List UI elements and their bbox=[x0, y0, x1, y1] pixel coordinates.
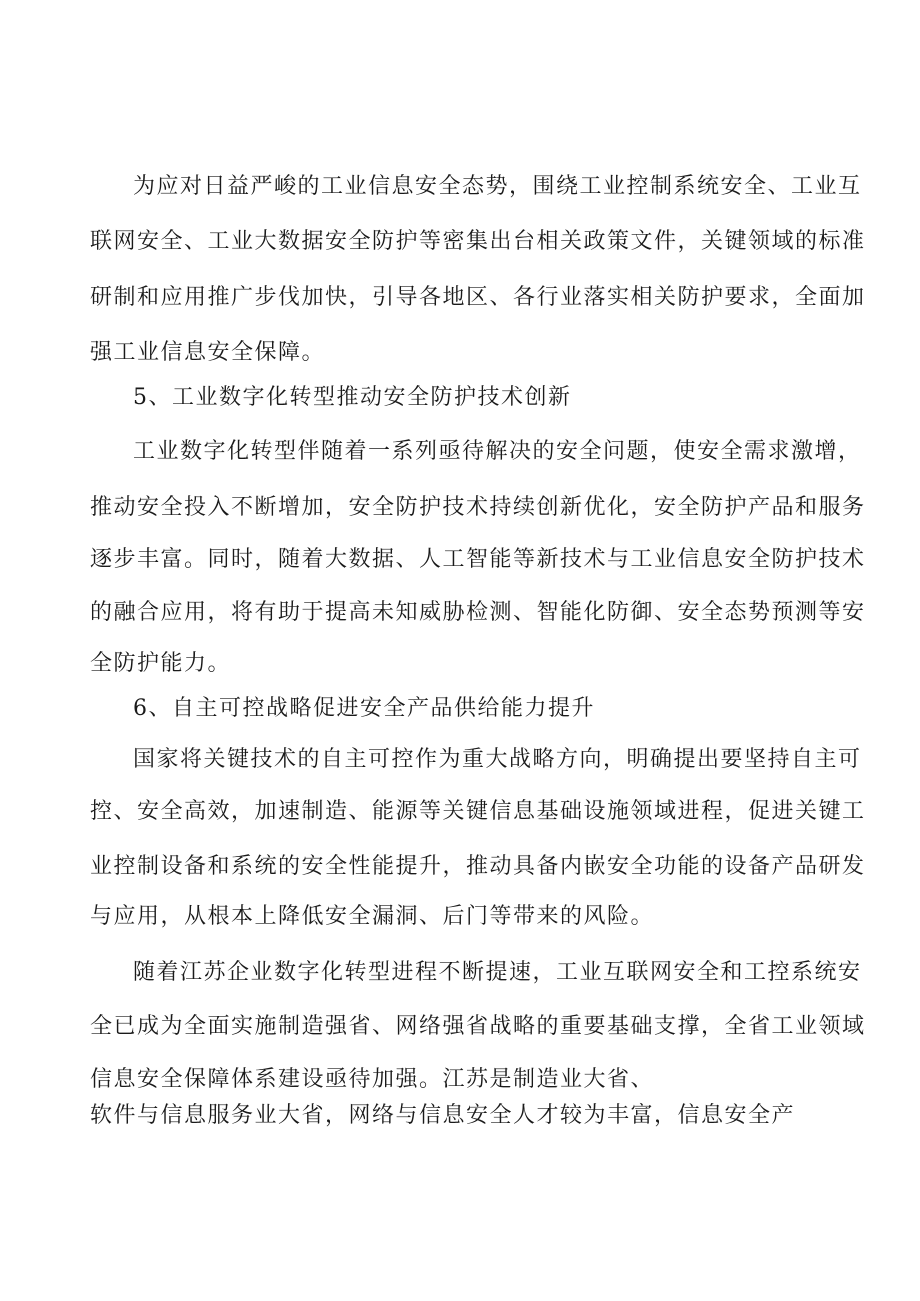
text-line: 研制和应用推广步伐加快，引导各地区、各行业落实相关防护要求，全面加 bbox=[90, 285, 866, 310]
text-line: 强工业信息安全保障。 bbox=[90, 340, 326, 365]
text-line: 全防护能力。 bbox=[90, 651, 232, 676]
text-line: 联网安全、工业大数据安全防护等密集出台相关政策文件，关键领域的标准 bbox=[90, 229, 866, 254]
text-line: 全已成为全面实施制造强省、网络强省战略的重要基础支撑，全省工业领域 bbox=[90, 1014, 866, 1039]
text-line: 与应用，从根本上降低安全漏洞、后门等带来的风险。 bbox=[90, 904, 655, 929]
text-line: 信息安全保障体系建设亟待加强。江苏是制造业大省、 bbox=[90, 1067, 655, 1092]
text-line: 推动安全投入不断增加，安全防护技术持续创新优化，安全防护产品和服务 bbox=[90, 495, 866, 520]
text-line: 随着江苏企业数字化转型进程不断提速，工业互联网安全和工控系统安 bbox=[133, 960, 862, 985]
text-line: 业控制设备和系统的安全性能提升，推动具备内嵌安全功能的设备产品研发 bbox=[90, 854, 866, 879]
section-heading: 5、工业数字化转型推动安全防护技术创新 bbox=[133, 385, 572, 410]
text-line: 控、安全高效，加速制造、能源等关键信息基础设施领域进程，促进关键工 bbox=[90, 799, 866, 824]
section-heading: 6、自主可控战略促进安全产品供给能力提升 bbox=[133, 696, 595, 721]
text-line: 软件与信息服务业大省，网络与信息安全人才较为丰富，信息安全产 bbox=[90, 1103, 796, 1128]
text-line: 国家将关键技术的自主可控作为重大战略方向，明确提出要坚持自主可 bbox=[133, 747, 862, 772]
text-line: 的融合应用，将有助于提高未知威胁检测、智能化防御、安全态势预测等安 bbox=[90, 600, 866, 625]
text-line: 工业数字化转型伴随着一系列亟待解决的安全问题，使安全需求激增， bbox=[133, 439, 862, 464]
text-line: 逐步丰富。同时，随着大数据、人工智能等新技术与工业信息安全防护技术 bbox=[90, 547, 866, 572]
text-line: 为应对日益严峻的工业信息安全态势，围绕工业控制系统安全、工业互 bbox=[133, 174, 862, 199]
